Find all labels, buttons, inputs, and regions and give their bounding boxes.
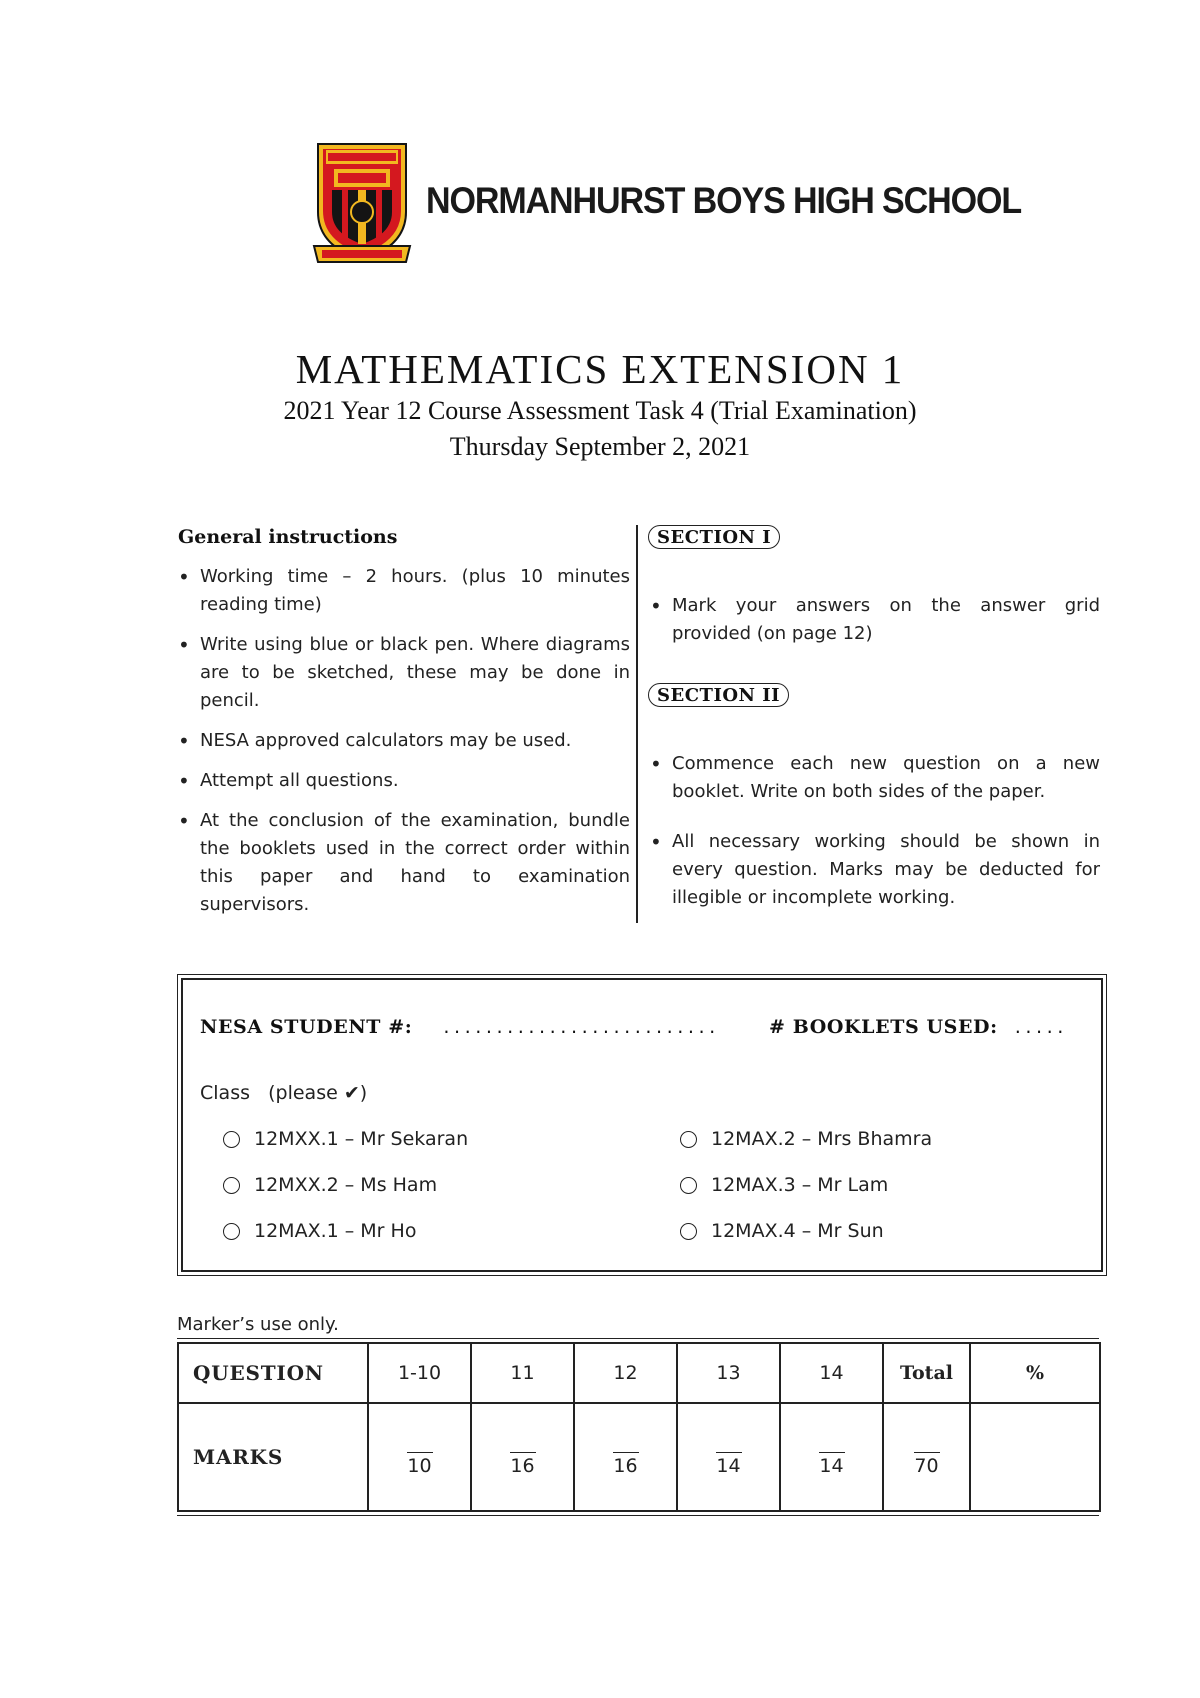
section-1-list <box>650 592 1100 648</box>
school-name: NORMANHURST BOYS HIGH SCHOOL <box>426 180 1022 221</box>
column-divider <box>636 525 638 923</box>
general-instructions-heading: General instructions <box>178 526 398 548</box>
max-mark: 16 <box>510 1452 536 1477</box>
marks-cell[interactable] <box>677 1403 780 1511</box>
list-item: • Mark your answers on the answer grid provided (on page 12) <box>650 592 1100 648</box>
marks-cell[interactable] <box>368 1403 471 1511</box>
nesa-student-number-field[interactable] <box>200 1016 718 1038</box>
booklets-used-field[interactable] <box>769 1016 1066 1038</box>
booklets-used-blank[interactable]: ..... <box>1012 1018 1067 1037</box>
percent-cell[interactable] <box>970 1403 1100 1511</box>
nesa-student-blank[interactable]: .......................... <box>441 1018 719 1037</box>
marks-cell[interactable] <box>471 1403 574 1511</box>
class-option-label: 12MAX.2 – Mrs Bhamra <box>711 1128 933 1150</box>
exam-date: Thursday September 2, 2021 <box>449 432 751 461</box>
column-header: 13 <box>677 1343 780 1403</box>
column-header: 1-10 <box>368 1343 471 1403</box>
marker-table <box>177 1338 1099 1516</box>
nesa-student-label: NESA STUDENT #: <box>200 1016 413 1038</box>
marks-cell[interactable] <box>883 1403 970 1511</box>
booklets-used-label: # BOOKLETS USED: <box>769 1016 998 1038</box>
class-option-label: 12MXX.2 – Ms Ham <box>254 1174 438 1196</box>
list-item: • Working time – 2 hours. (plus 10 minutes reading time) <box>178 563 630 619</box>
class-option-label: 12MAX.3 – Mr Lam <box>711 1174 889 1196</box>
section-2-label: SECTION II <box>648 683 789 707</box>
radio-circle-icon[interactable] <box>680 1223 697 1240</box>
radio-circle-icon[interactable] <box>680 1177 697 1194</box>
general-instructions-list <box>178 563 630 919</box>
list-item: • All necessary working should be shown in every question. Marks may be deducted for illegible or incomplete working. <box>650 828 1100 912</box>
section-1-label: SECTION I <box>648 525 780 549</box>
column-header: Total <box>883 1343 970 1403</box>
marker-note: Marker’s use only. <box>177 1314 339 1335</box>
radio-circle-icon[interactable] <box>680 1131 697 1148</box>
class-option[interactable] <box>680 1174 888 1196</box>
list-item: • Commence each new question on a new booklet. Write on both sides of the paper. <box>650 750 1100 806</box>
class-option-label: 12MAX.1 – Mr Ho <box>254 1220 417 1242</box>
class-option[interactable] <box>680 1128 932 1150</box>
radio-circle-icon[interactable] <box>223 1223 240 1240</box>
max-mark: 14 <box>716 1452 742 1477</box>
column-header: 12 <box>574 1343 677 1403</box>
column-header: 14 <box>780 1343 883 1403</box>
max-mark: 70 <box>914 1452 940 1477</box>
class-option[interactable] <box>680 1220 884 1242</box>
list-item: • Write using blue or black pen. Where diagrams are to be sketched, these may be done in pencil. <box>178 631 630 715</box>
section-2-list <box>650 750 1100 912</box>
list-item: • At the conclusion of the examination, bundle the booklets used in the correct order within this paper and hand to examination supervisors. <box>178 807 630 919</box>
max-mark: 16 <box>613 1452 639 1477</box>
student-details-box <box>177 974 1107 1276</box>
class-option[interactable] <box>223 1174 437 1196</box>
column-header: % <box>970 1343 1100 1403</box>
table-row <box>178 1403 1100 1511</box>
list-item: • Attempt all questions. <box>178 767 630 795</box>
marks-cell[interactable] <box>574 1403 677 1511</box>
marks-cell[interactable] <box>780 1403 883 1511</box>
list-item: • NESA approved calculators may be used. <box>178 727 630 755</box>
school-crest-icon <box>312 142 412 270</box>
class-option-label: 12MXX.1 – Mr Sekaran <box>254 1128 469 1150</box>
class-option[interactable] <box>223 1220 416 1242</box>
radio-circle-icon[interactable] <box>223 1177 240 1194</box>
class-label: Class (please ✔) <box>200 1082 368 1104</box>
class-option-label: 12MAX.4 – Mr Sun <box>711 1220 884 1242</box>
exam-title: MATHEMATICS EXTENSION 1 <box>295 346 905 392</box>
max-mark: 14 <box>819 1452 845 1477</box>
radio-circle-icon[interactable] <box>223 1131 240 1148</box>
column-header: 11 <box>471 1343 574 1403</box>
table-row <box>178 1343 1100 1403</box>
question-row-header: QUESTION <box>178 1343 368 1403</box>
marks-row-header: MARKS <box>178 1403 368 1511</box>
max-mark: 10 <box>407 1452 433 1477</box>
exam-subtitle: 2021 Year 12 Course Assessment Task 4 (Trial Examination) <box>283 396 917 425</box>
class-option[interactable] <box>223 1128 468 1150</box>
